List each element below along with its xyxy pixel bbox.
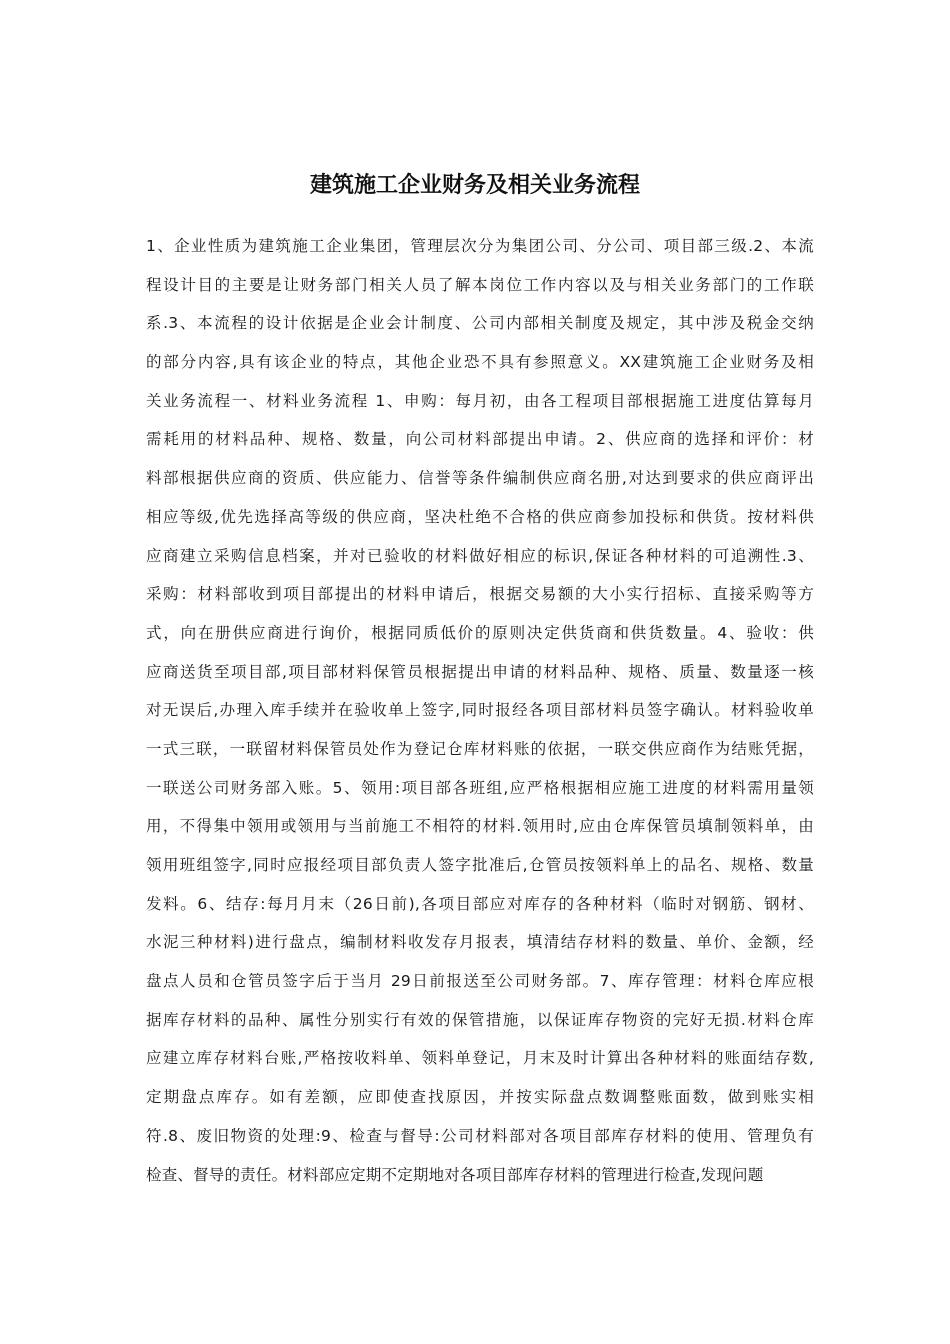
paragraph-line: 应建立库存材料台账,严格按收料单、领料单登记，月末及时计算出各种材料的账面结存数, [146,1049,814,1068]
paragraph-line: 用，不得集中领用或领用与当前施工不相符的材料.领用时,应由仓库保管员填制领料单，由 [146,817,814,836]
paragraph-line: 相应等级,优先选择高等级的供应商，坚决杜绝不合格的供应商参加投标和供货。按材料供 [146,507,814,526]
document-body [146,233,814,1200]
paragraph-line: 据库存材料的品种、属性分别实行有效的保管措施，以保证库存物资的完好无损.材料仓库 [146,1010,814,1029]
paragraph-line: 定期盘点库存。如有差额，应即使查找原因，并按实际盘点数调整账面数，做到账实相 [146,1088,814,1107]
paragraph-line: 一联送公司财务部入账。5、领用:项目部各班组,应严格根据相应施工进度的材料需用量领 [146,778,814,797]
paragraph-line: 料部根据供应商的资质、供应能力、信誉等条件编制供应商名册,对达到要求的供应商评出 [146,469,814,488]
paragraph-line: 应商送货至项目部,项目部材料保管员根据提出申请的材料品种、规格、质量、数量逐一核 [146,662,814,681]
paragraph-line: 的部分内容,具有该企业的特点，其他企业恐不具有参照意义。XX建筑施工企业财务及相 [146,353,814,372]
paragraph-line: 盘点人员和仓管员签字后于当月 29日前报送至公司财务部。7、库存管理：材料仓库应根 [146,972,814,991]
paragraph-line: 需耗用的材料品种、规格、数量，向公司材料部提出申请。2、供应商的选择和评价：材 [146,430,814,449]
paragraph-line: 式，向在册供应商进行询价，根据同质低价的原则决定供货商和供货数量。4、验收：供 [146,623,814,642]
paragraph-line: 对无误后,办理入库手续并在验收单上签字,同时报经各项目部材料员签字确认。材料验收单 [146,701,814,720]
paragraph-line: 水泥三种材料)进行盘点，编制材料收发存月报表，填清结存材料的数量、单价、金额，经 [146,933,814,952]
paragraph-line: 符.8、废旧物资的处理:9、检查与督导:公司材料部对各项目部库存材料的使用、管理负有 [146,1126,814,1145]
paragraph-line: 检查、督导的责任。材料部应定期不定期地对各项目部库存材料的管理进行检查,发现问题 [146,1165,764,1184]
paragraph-line: 发料。6、结存:每月月末（26日前),各项目部应对库存的各种材料（临时对钢筋、钢材、 [146,894,814,913]
paragraph-line: 系.3、本流程的设计依据是企业会计制度、公司内部相关制度及规定，其中涉及税金交纳 [146,314,814,333]
paragraph-line: 领用班组签字,同时应报经项目部负责人签字批准后,仓管员按领料单上的品名、规格、数量 [146,856,814,874]
paragraph-line: 1、企业性质为建筑施工企业集团，管理层次分为集团公司、分公司、项目部三级.2、本流 [146,237,814,255]
paragraph-line: 采购：材料部收到项目部提出的材料申请后，根据交易额的大小实行招标、直接采购等方 [146,585,814,604]
paragraph-line: 一式三联，一联留材料保管员处作为登记仓库材料账的依据，一联交供应商作为结账凭据， [146,739,814,758]
paragraph-line: 关业务流程一、材料业务流程 1、申购：每月初，由各工程项目部根据施工进度估算每月 [146,391,814,410]
document-title: 建筑施工企业财务及相关业务流程 [309,173,640,198]
paragraph-line: 程设计目的主要是让财务部门相关人员了解本岗位工作内容以及与相关业务部门的工作联 [146,275,814,294]
paragraph-line: 应商建立采购信息档案，并对已验收的材料做好相应的标识,保证各种材料的可追溯性.3、 [146,546,814,565]
